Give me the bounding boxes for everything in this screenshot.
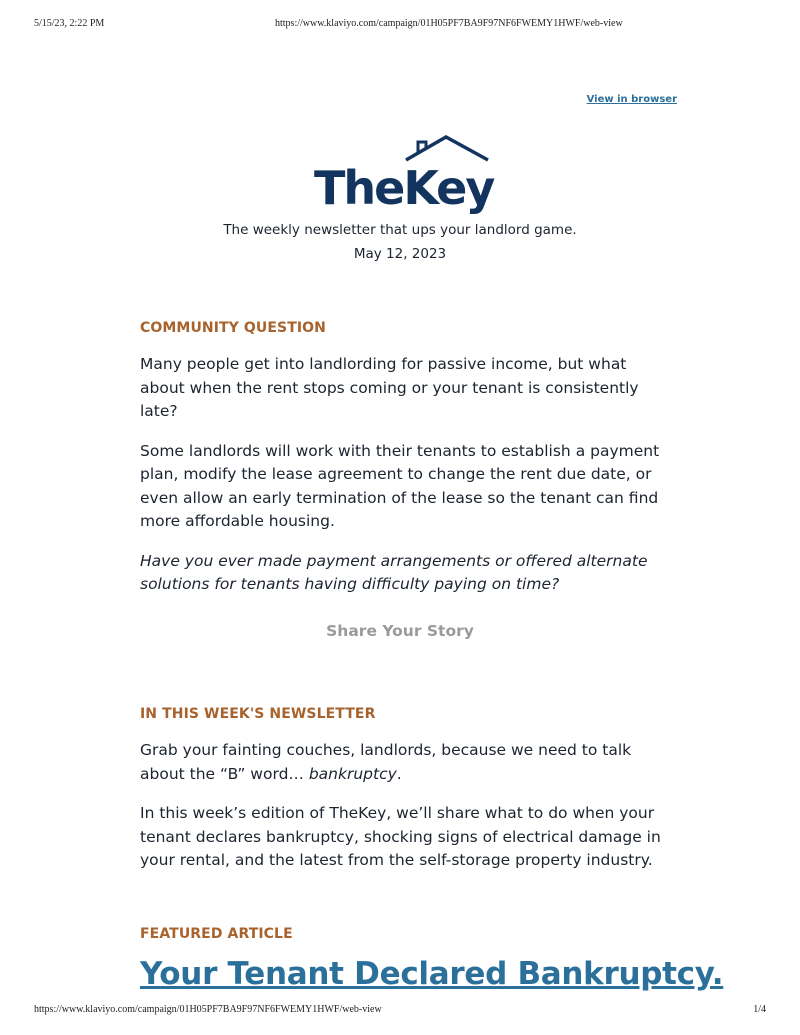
share-your-story-button[interactable]: Share Your Story [326,622,474,640]
community-paragraph-2: Some landlords will work with their tenants to establish a payment plan, modify the lease agreement to change the rent due date, or even allow an early termination of the lease so the tenant can find more affordable housing. [140,441,660,530]
newsletter-paragraph-1 [140,739,668,786]
view-in-browser-link[interactable]: View in browser [586,94,677,105]
newsletter-paragraph-2: In this week’s edition of TheKey, we’ll share what to do when your tenant declares bankruptcy, shocking signs of electrical damage in your rental, and the latest from the self-storage property industry. [140,804,661,869]
print-datetime: 5/15/23, 2:22 PM [34,18,105,29]
newsletter-p1-emphasis: bankruptcy [308,764,397,783]
logo-wordmark: TheKey [314,161,494,215]
print-footer-url: https://www.klaviyo.com/campaign/01H05PF7BA9F97NF6FWEMY1HWF/web-view [34,1004,382,1015]
tagline: The weekly newsletter that ups your landlord game. [223,222,577,238]
issue-date: May 12, 2023 [353,246,447,262]
community-question-heading: COMMUNITY QUESTION [140,320,326,336]
featured-article-heading: FEATURED ARTICLE [140,926,293,942]
community-question-prompt: Have you ever made payment arrangements or offered alternate solutions for tenants having difficulty paying on time? [140,551,648,593]
community-paragraph-1: Many people get into landlording for passive income, but what about when the rent stops coming or your tenant is consistently late? [140,355,639,420]
newsletter-section [140,706,668,873]
featured-article-section [140,926,724,994]
thekey-logo [300,130,500,220]
newsletter-heading: IN THIS WEEK'S NEWSLETTER [140,706,376,722]
community-question-section [140,320,668,597]
newsletter-p1-start: Grab your fainting couches, landlords, because we need to talk about the “B” word… [140,741,632,783]
print-url: https://www.klaviyo.com/campaign/01H05PF7BA9F97NF6FWEMY1HWF/web-view [275,18,623,29]
featured-article-title-link[interactable]: Your Tenant Declared Bankruptcy. [140,956,724,992]
print-page-number: 1/4 [753,1004,766,1015]
newsletter-p1-end: . [396,764,402,783]
